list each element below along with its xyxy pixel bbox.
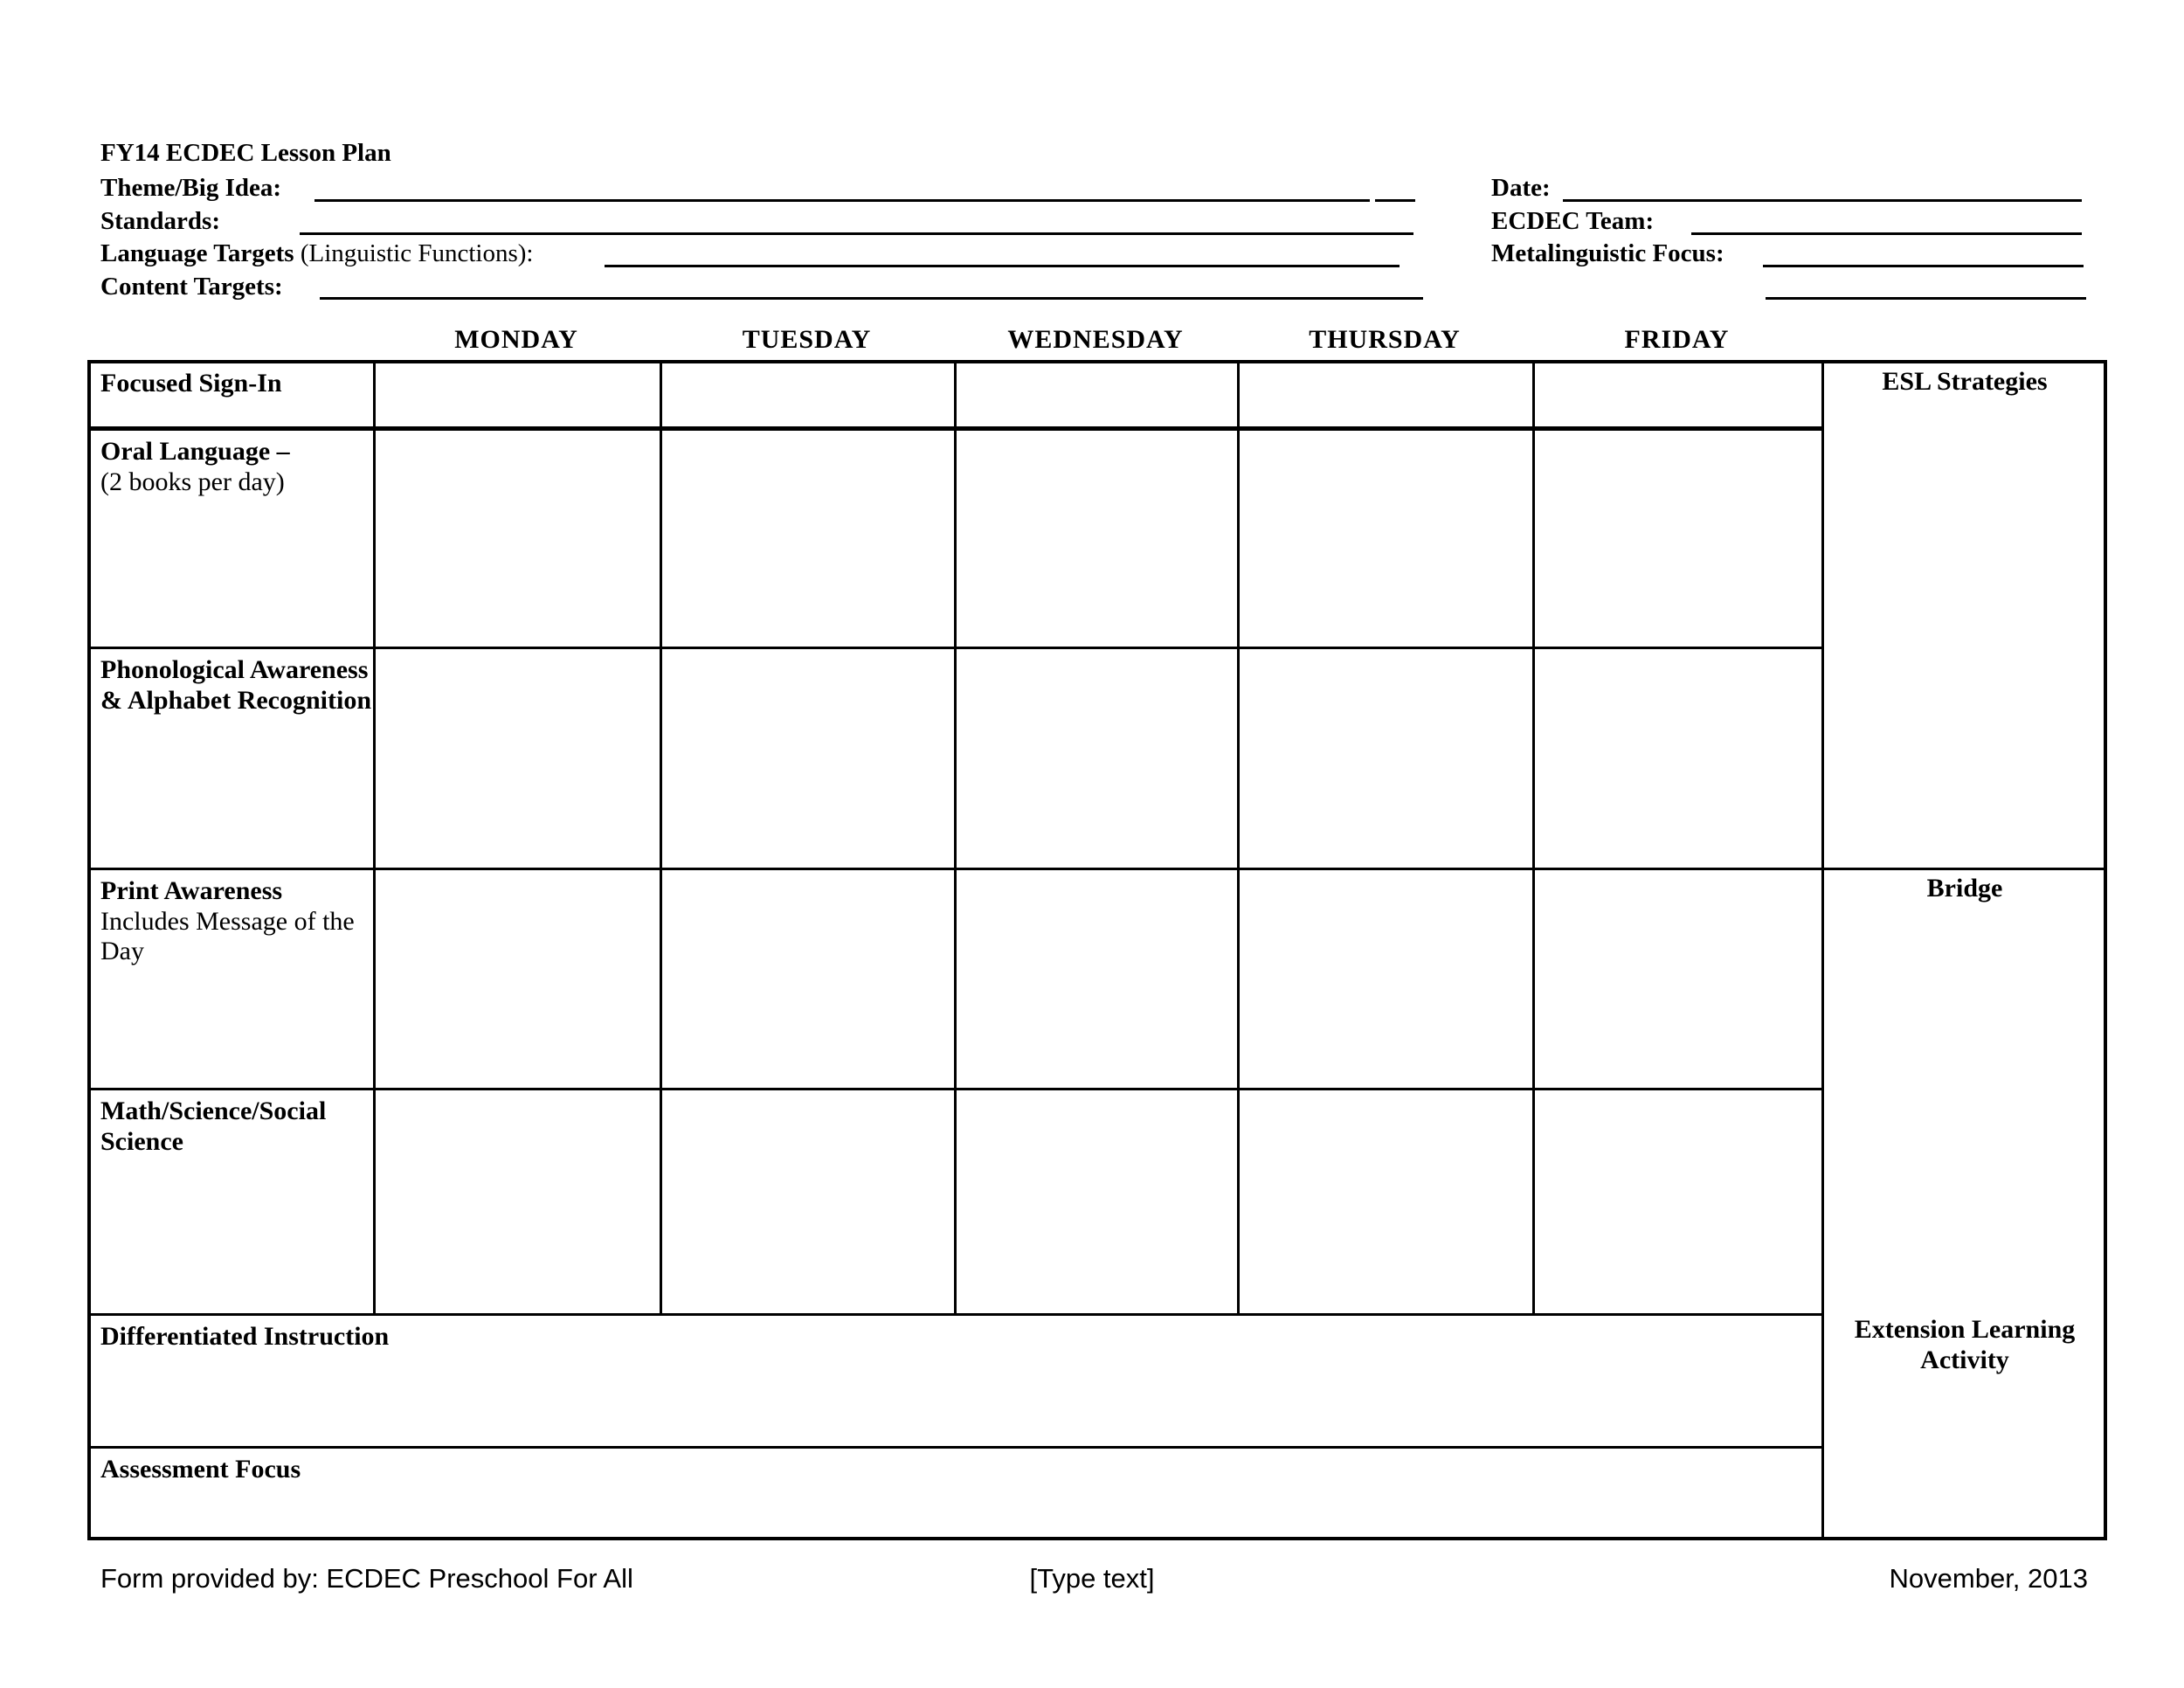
section-label-bridge: Bridge <box>1926 874 2003 903</box>
day-cell-tuesday-row4[interactable] <box>663 871 950 1084</box>
blank-line-theme-big-idea-tail[interactable] <box>1375 199 1415 202</box>
day-cell-wednesday-row3[interactable] <box>957 650 1234 864</box>
day-cell-friday-row5[interactable] <box>1536 1091 1818 1310</box>
field-label-standards: Standards: <box>100 207 220 235</box>
day-header-thursday: THURSDAY <box>1309 325 1461 354</box>
field-label-metalinguistic-focus: Metalinguistic Focus: <box>1491 239 1724 267</box>
day-header-friday: FRIDAY <box>1624 325 1730 354</box>
day-cell-tuesday-row5[interactable] <box>663 1091 950 1310</box>
day-cell-monday-row2[interactable] <box>377 430 656 643</box>
day-cell-friday-row2[interactable] <box>1536 430 1818 643</box>
table-grid-line <box>1237 360 1240 1313</box>
row-label-print-awareness: Print Awareness Includes Message of the Day <box>100 876 355 965</box>
table-grid-line <box>87 868 2107 870</box>
row-label-phonological-awareness: Phonological Awareness & Alphabet Recognition <box>100 655 372 715</box>
day-cell-thursday-row4[interactable] <box>1241 871 1529 1084</box>
day-cell-wednesday-row5[interactable] <box>957 1091 1234 1310</box>
table-grid-line <box>87 647 1824 649</box>
day-cell-tuesday-row2[interactable] <box>663 430 950 643</box>
table-grid-line <box>954 360 957 1313</box>
table-grid-line <box>660 360 662 1313</box>
footer-date: November, 2013 <box>1889 1563 2088 1594</box>
field-label-theme-big-idea: Theme/Big Idea: <box>100 174 282 202</box>
table-grid-line <box>87 1446 1824 1449</box>
row-label-focused-sign-in: Focused Sign-In <box>100 369 282 398</box>
table-grid-line <box>87 1313 1824 1316</box>
day-cell-tuesday-row1[interactable] <box>663 363 950 423</box>
day-cell-thursday-row1[interactable] <box>1241 363 1529 423</box>
row-label-assessment-focus: Assessment Focus <box>100 1455 301 1484</box>
field-label-date: Date: <box>1491 174 1551 202</box>
section-label-extension-learning-activity: Extension Learning Activity <box>1854 1315 2076 1374</box>
day-cell-friday-row4[interactable] <box>1536 871 1818 1084</box>
blank-line-metalinguistic-focus-2[interactable] <box>1766 297 2086 300</box>
day-cell-friday-row3[interactable] <box>1536 650 1818 864</box>
day-cell-monday-row3[interactable] <box>377 650 656 864</box>
day-cell-monday-row5[interactable] <box>377 1091 656 1310</box>
footer-type-text: [Type text] <box>1029 1563 1155 1594</box>
row-label-differentiated-instruction: Differentiated Instruction <box>100 1322 390 1351</box>
section-label-esl-strategies: ESL Strategies <box>1882 367 2048 396</box>
day-cell-wednesday-row4[interactable] <box>957 871 1234 1084</box>
row-sublabel: Includes Message of the Day <box>100 906 355 965</box>
blank-line-metalinguistic-focus[interactable] <box>1763 265 2084 267</box>
field-label-ecdec-team: ECDEC Team: <box>1491 207 1655 235</box>
table-grid-line <box>373 360 376 1313</box>
blank-line-date[interactable] <box>1563 199 2082 202</box>
row-label-oral-language: Oral Language – (2 books per day) <box>100 437 290 496</box>
field-label-note: (Linguistic Functions): <box>294 239 534 267</box>
day-cell-thursday-row5[interactable] <box>1241 1091 1529 1310</box>
day-header-wednesday: WEDNESDAY <box>1007 325 1184 354</box>
footer-provided-by: Form provided by: ECDEC Preschool For All <box>100 1563 633 1594</box>
day-cell-wednesday-row2[interactable] <box>957 430 1234 643</box>
day-cell-tuesday-row3[interactable] <box>663 650 950 864</box>
blank-line-standards[interactable] <box>300 232 1413 235</box>
blank-line-content-targets[interactable] <box>320 297 1423 300</box>
field-label-language-targets: Language Targets (Linguistic Functions): <box>100 239 534 267</box>
day-cell-thursday-row2[interactable] <box>1241 430 1529 643</box>
day-header-tuesday: TUESDAY <box>742 325 872 354</box>
document-title: FY14 ECDEC Lesson Plan <box>100 139 391 167</box>
day-cell-monday-row4[interactable] <box>377 871 656 1084</box>
day-cell-friday-row1[interactable] <box>1536 363 1818 423</box>
table-grid-line <box>1532 360 1535 1313</box>
blank-line-ecdec-team[interactable] <box>1691 232 2082 235</box>
blank-line-theme-big-idea[interactable] <box>314 199 1370 202</box>
day-cell-wednesday-row1[interactable] <box>957 363 1234 423</box>
table-grid-line <box>87 1088 1824 1090</box>
table-grid-line <box>1821 360 1824 1540</box>
day-header-monday: MONDAY <box>454 325 578 354</box>
row-sublabel: (2 books per day) <box>100 467 285 496</box>
day-cell-monday-row1[interactable] <box>377 363 656 423</box>
field-label-content-targets: Content Targets: <box>100 273 283 301</box>
row-label-math-science-social-science: Math/Science/Social Science <box>100 1097 327 1156</box>
blank-line-language-targets[interactable] <box>605 265 1400 267</box>
day-cell-thursday-row3[interactable] <box>1241 650 1529 864</box>
